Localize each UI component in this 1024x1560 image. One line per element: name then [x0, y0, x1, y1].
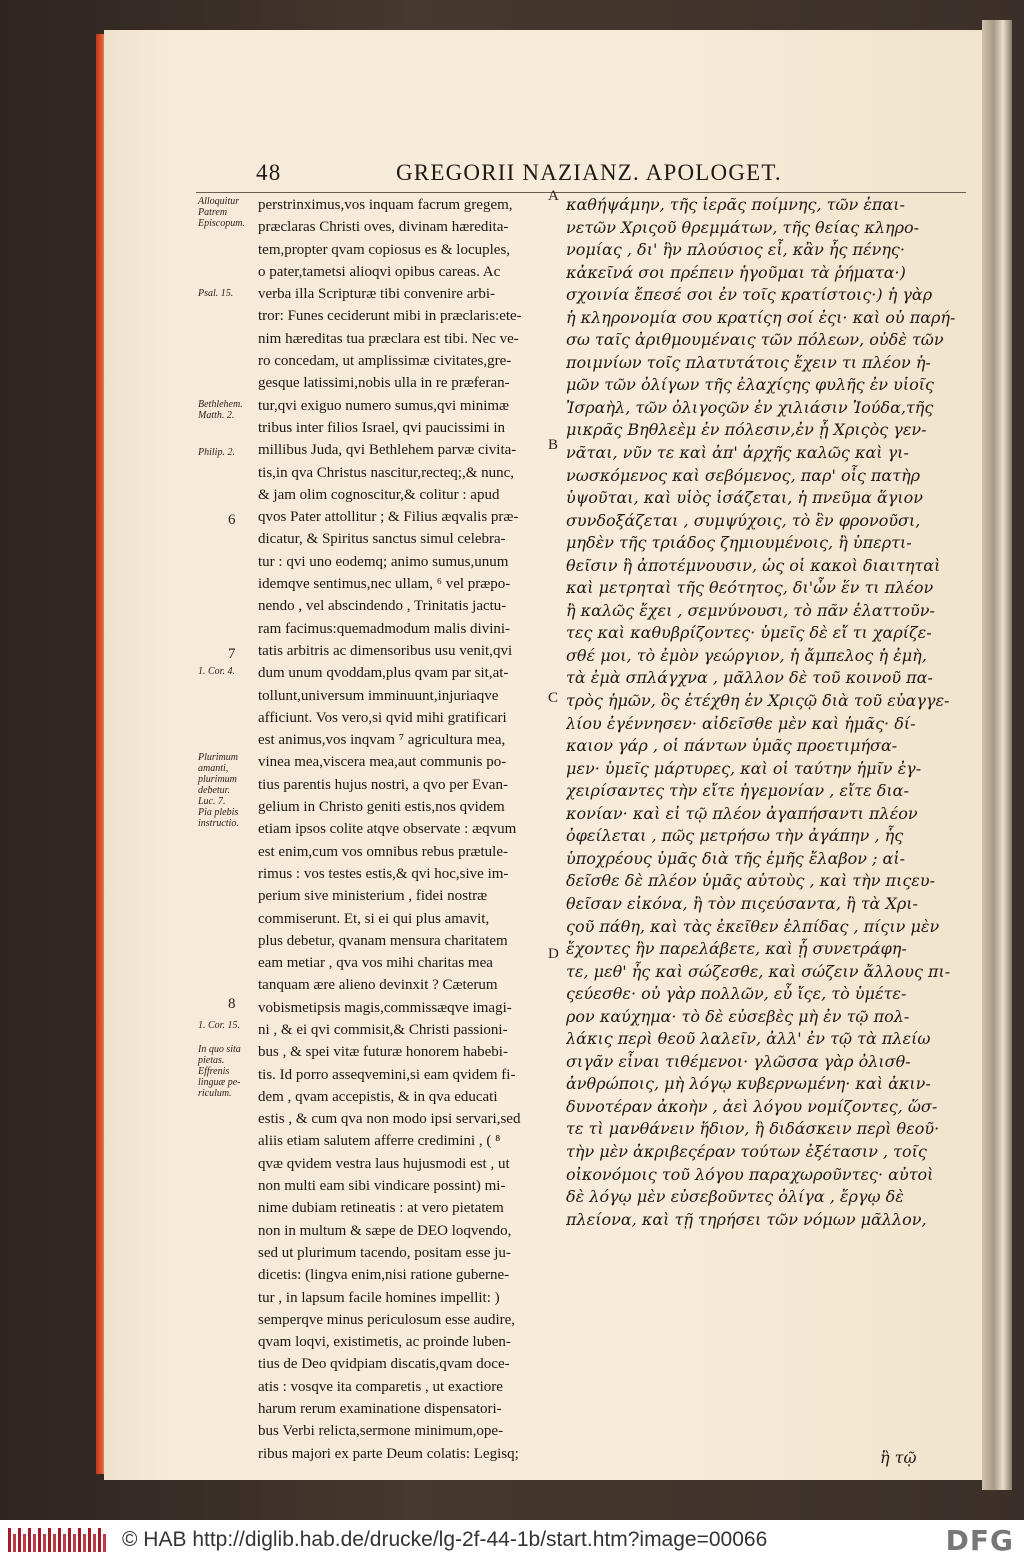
text-line: ἡ κληρονομία σου κρατίςη σοί ἐςι· καὶ οὐ παρή-: [566, 307, 956, 327]
text-line: μῶν τῶν ὀλίγων τῆς ἐλαχίςης φυλῆς ἐν υἱοῖς: [566, 375, 934, 395]
margin-note: Philip. 2.: [198, 447, 235, 458]
section-markers: [548, 0, 568, 1500]
text-line: qvam loqvi, existimetis, ac proinde luben-: [258, 1334, 511, 1351]
text-line: tur , in lapsum facile homines impellit: ): [258, 1289, 500, 1306]
text-line: οἰκονόμοις τοῦ λόγου παραχωροῦντες· αὐτοὶ: [566, 1164, 934, 1184]
text-line: gelium in Christo geniti estis,nos qvidem: [258, 799, 505, 816]
text-line: tatis arbitris ac dimensoribus usu venit,qvi: [258, 642, 513, 659]
text-line: κονίαν· καὶ εἰ τῷ πλέον ἀγαπήσαντι πλέον: [566, 803, 918, 823]
text-line: λίου ἐγέννησεν· αἰδεῖσθε μὲν καὶ ἡμᾶς· δί-: [566, 713, 916, 733]
text-line: tollunt,universum imminuunt,injuriaqve: [258, 687, 499, 704]
text-line: δὲ λόγῳ μὲν εὐσεβοῦντες ὀλίγα , ἔργῳ δὲ: [566, 1187, 904, 1207]
header-rule: [196, 192, 966, 193]
text-line: χειρίσαντες τὴν εἴτε ἡγεμονίαν , εἴτε δια-: [566, 781, 909, 801]
margin-number: 6: [228, 512, 236, 528]
margin-number: 8: [228, 996, 236, 1012]
text-line: ἀνθρώποις, μὴ λόγῳ κυβερνωμένη· καὶ ἀκιν-: [566, 1074, 931, 1094]
text-line: qvos Pater attollitur ; & Filius æqvalis præ-: [258, 509, 519, 526]
text-line: καιον γάρ , οἱ πάντων ὑμᾶς προετιμήσα-: [566, 736, 898, 756]
text-line: atis : vosqve ita comparetis , ut exactiore: [258, 1378, 503, 1395]
text-line: etiam ipsos colite atqve observate : æqvum: [258, 821, 517, 838]
text-line: tis. Id porro asseqvemini,si eam qvidem fi-: [258, 1066, 516, 1083]
text-line: δυνοτέραν ἀκοὴν , ἀεὶ λόγου νομίζοντες, ὥσ-: [566, 1096, 938, 1116]
text-line: ρον καύχημα· τὸ δὲ εὐσεβὲς μὴ ἐν τῷ πολ-: [566, 1006, 910, 1026]
text-line: eam metiar , qva vos mihi charitas mea: [258, 955, 493, 972]
text-line: aliis etiam salutem afferre credimini , ( ⁸: [258, 1133, 501, 1150]
text-line: nim hæreditas tua præclara est tibi. Nec ve-: [258, 330, 519, 347]
text-line: συνδοξάζεται , συμψύχοις, τὸ ἓν φρονοῦσι,: [566, 510, 921, 530]
text-line: verba illa Scripturæ tibi convenire arbi-: [258, 286, 496, 303]
book-fore-edge: [982, 20, 1012, 1490]
text-line: harum rerum examinatione dispensatori-: [258, 1401, 502, 1418]
running-title: GREGORII NAZIANZ. APOLOGET.: [396, 160, 782, 185]
text-line: ςοῦ πάθη, καὶ τὰς ἐκεῖθεν ἐλπίδας , πίςιν μὲν: [566, 916, 940, 936]
text-line: præclaras Christi oves, divinam hæredita-: [258, 219, 509, 236]
margin-note: 1. Cor. 15.: [198, 1020, 240, 1031]
text-line: bus Verbi relicta,sermone minimum,ope-: [258, 1423, 504, 1440]
text-line: λάκις περὶ θεοῦ λαλεῖν, ἀλλ' ἐν τῷ τὰ πλείω: [566, 1029, 931, 1049]
text-line: tur,qvi exiguo numero sumus,qvi minimæ: [258, 397, 510, 414]
text-line: gesque latissimi,nobis ulla in re præferan-: [258, 375, 510, 392]
text-line: τε τὶ μανθάνειν ἥδιον, ἢ διδάσκειν περὶ θεοῦ·: [566, 1119, 940, 1139]
text-line: afficiunt. Vos vero,si qvid mihi gratificari: [258, 709, 507, 726]
text-line: σθέ μοι, τὸ ἐμὸν γεώργιον, ἡ ἄμπελος ἡ ἐμὴ,: [566, 645, 927, 665]
text-line: sed ut plurimum tacendo, positam esse ju-: [258, 1244, 511, 1261]
text-line: perstrinximus,vos inquam facrum gregem,: [258, 197, 513, 213]
text-line: vinea mea,viscera mea,aut communis po-: [258, 754, 507, 771]
text-line: idemqve sentimus,nec ullam, ⁶ vel præpo-: [258, 576, 511, 593]
text-line: νᾶται, νῦν τε καὶ ἀπ' ἀρχῆς καλῶς καὶ γι-: [566, 443, 909, 463]
text-line: tribus inter filios Israel, qvi paucissimi in: [258, 419, 506, 436]
text-line: nime dubiam retineatis : at vero pietatem: [258, 1200, 504, 1217]
text-line: ποιμνίων τοῖς πλατυτάτοις ἔχειν τι πλέον ἡ-: [566, 352, 931, 372]
text-line: νωσκόμενος καὶ σεβόμενος, παρ' οἷς πατὴρ: [566, 465, 921, 485]
section-marker-a: A: [548, 188, 559, 204]
text-line: estis , & cum qva non modo ipsi servari,sed: [258, 1111, 521, 1128]
margin-note: Psal. 15.: [198, 288, 234, 299]
text-line: ὑποχρέους ὑμᾶς διὰ τῆς ἐμῆς ἔλαβον ; αἰ-: [566, 848, 906, 868]
margin-note: In quo sita pietas. Effrenis linguæ pe- riculum.: [198, 1044, 241, 1099]
text-line: ni , & ei qvi commisit,& Christi passioni-: [258, 1021, 508, 1038]
text-line: ὑψοῦται, καὶ υἱὸς ἰσάζεται, ἡ πνεῦμα ἅγιον: [566, 488, 923, 508]
text-line: τὰ ἐμὰ σπλάγχνα , μᾶλλον δὲ τοῦ κοινοῦ πα-: [566, 668, 933, 688]
text-line: tanquam ære alieno devinxit ? Cæterum: [258, 977, 498, 994]
text-line: commiserunt. Et, si ei qui plus amavit,: [258, 910, 490, 927]
text-line: καθήψάμην, τῆς ἱερᾶς ποίμνης, τῶν ἐπαι-: [566, 195, 905, 214]
text-line: plus debetur, qvanam mensura charitatem: [258, 932, 508, 949]
text-line: νετῶν Χριςοῦ θρεμμάτων, τῆς θείας κληρο-: [566, 217, 920, 237]
text-line: σιγᾶν εἶναι τιθέμενοι· γλῶσσα γὰρ ὀλισθ-: [566, 1051, 911, 1071]
text-line: Ἰσραὴλ, τῶν ὀλιγοςῶν ἐν χιλιάσιν Ἰούδα,τῆς: [566, 397, 934, 417]
text-line: νομίας , δι' ἣν πλούσιος εἶ, κἂν ἧς πένης·: [566, 240, 905, 260]
text-line: ribus majori ex parte Deum colatis: Legisq;: [258, 1445, 519, 1462]
text-line: τὴν μὲν ἀκριβεςέραν τούτων ἐξέτασιν , τοῖς: [566, 1141, 927, 1161]
text-line: ram facimus:quemadmodum malis divini-: [258, 620, 511, 637]
text-line: σχοινία ἔπεσέ σοι ἐν τοῖς κρατίστοις·) ἡ γὰρ: [566, 285, 933, 305]
catchword: ἢ τῷ: [880, 1448, 917, 1467]
margin-note: Alloquitur Patrem Episcopum.: [198, 196, 245, 229]
section-marker-b: B: [548, 437, 559, 453]
text-line: πλείονα, καὶ τῇ τηρήσει τῶν νόμων μᾶλλον,: [566, 1209, 927, 1229]
page-number: 48: [256, 160, 282, 185]
latin-column: [258, 194, 554, 1465]
text-line: vobismetipsis magis,commissæqve imagi-: [258, 999, 512, 1016]
text-line: θεῖσαν εἰκόνα, ἢ τὸν πιςεύσαντα, ἢ τὰ Χρι-: [566, 893, 918, 913]
text-line: tem,propter qvam copiosus es & locuples,: [258, 241, 511, 258]
text-line: τες καὶ καθυβρίζοντες· ὑμεῖς δὲ εἴ τι χαρίζε-: [566, 623, 932, 643]
text-line: tius de Deo qvidpiam discatis,qvam doce-: [258, 1356, 510, 1373]
source-credit[interactable]: © HAB http://diglib.hab.de/drucke/lg-2f-44-1b/start.htm?image=00066: [122, 1528, 768, 1551]
text-line: καὶ μετρηταὶ τῆς θεότητος, δι'ὧν ἕν τι πλέον: [566, 578, 934, 598]
text-line: non in multum & sæpe de DEO loqvendo,: [258, 1222, 512, 1239]
hab-logo-icon: [8, 1528, 108, 1554]
text-line: nendo , vel abscindendo , Trinitatis jactu-: [258, 598, 507, 615]
text-line: rimus : vos testes estis,& qvi hoc,sive im-: [258, 865, 509, 882]
text-line: tur : qvi uno eodemq; animo sumus,unum: [258, 553, 509, 570]
text-line: μηδὲν τῆς τριάδος ζημιουμένοις, ἢ ὑπερτι-: [566, 533, 912, 553]
text-line: ὀφείλεται , πῶς μετρήσω τὴν ἀγάπην , ἧς: [566, 826, 904, 846]
text-line: tror: Funes ceciderunt mibi in præclaris:ete-: [258, 308, 522, 325]
text-line: tius parentis hujus nostri, a qvo per Evan-: [258, 776, 508, 793]
section-marker-c: C: [548, 690, 559, 706]
text-line: τε, μεθ' ἧς καὶ σώζεσθε, καὶ σώζειν ἄλλους πι-: [566, 961, 951, 981]
text-line: tis,in qva Christus nascitur,recteq;,& nunc,: [258, 464, 515, 481]
text-line: & jam olim cognoscitur,& colitur : apud: [258, 486, 500, 503]
text-line: θεῖσιν ἢ ἀποτέμνουσιν, ὡς οἱ κακοὶ διαιτηταὶ: [566, 555, 941, 575]
text-line: non multi eam sibi vindicare possint) mi-: [258, 1178, 506, 1195]
margin-note: Plurimum amanti, plurimum debetur. Luc. 7. Pia plebis instructio.: [198, 752, 239, 829]
text-line: ro concedam, ut amplissimæ civitates,gre-: [258, 353, 512, 370]
text-line: dicatur, & Spiritus sanctus simul celebra-: [258, 531, 506, 548]
text-line: dicetis: (lingva enim,nisi ratione guberne-: [258, 1267, 510, 1284]
text-line: bus , & spei vitæ futuræ honorem habebi-: [258, 1044, 508, 1061]
text-line: κἀκεῖνά σοι πρέπειν ἡγοῦμαι τὰ ῥήματα·): [566, 262, 906, 282]
text-line: est animus,vos inqvam ⁷ agricultura mea,: [258, 732, 506, 749]
text-line: qvæ qvidem vestra laus hujusmodi est , ut: [258, 1155, 510, 1172]
margin-number: 7: [228, 646, 236, 662]
text-line: semperqve minus periculosum esse audire,: [258, 1311, 516, 1328]
text-line: dem , qvam accepistis, & in qva educati: [258, 1088, 498, 1105]
text-line: ἔχοντες ἣν παρελάβετε, καὶ ᾗ συνετράφη-: [566, 939, 907, 959]
text-line: ςεύεσθε· οὐ γὰρ πολλῶν, εὖ ἴςε, τὸ ὑμέτε-: [566, 984, 907, 1004]
footer-bar: [0, 1520, 1024, 1560]
text-line: millibus Juda, qvi Bethlehem parvæ civita-: [258, 442, 517, 459]
text-line: dum unum qvoddam,plus qvam par sit,at-: [258, 665, 509, 682]
text-line: τρὸς ἡμῶν, ὃς ἐτέχθη ἐν Χριςῷ διὰ τοῦ εὐαγγε-: [566, 691, 950, 711]
text-line: μικρᾶς Βηθλεὲμ ἐν πόλεσιν,ἐν ᾗ Χριςὸς γεν-: [566, 420, 927, 440]
section-marker-d: D: [548, 946, 559, 962]
margin-note: 1. Cor. 4.: [198, 666, 235, 677]
text-line: μεν· ὑμεῖς μάρτυρες, καὶ οἱ ταύτην ἡμῖν ἐγ-: [566, 758, 922, 778]
text-line: est enim,cum vos omnibus rebus prætule-: [258, 843, 508, 860]
text-line: δεῖσθε δὲ πλέον ὑμᾶς αὐτοὺς , καὶ τὴν πιςευ-: [566, 871, 936, 891]
text-line: ἢ καλῶς ἔχει , σεμνύνουσι, τὸ πᾶν ἐλαττοῦν-: [566, 600, 935, 620]
margin-note: Bethlehem. Matth. 2.: [198, 399, 243, 421]
text-line: o pater,tametsi alioqvi opibus careas. Ac: [258, 263, 501, 280]
text-line: σω ταῖς ἀριθμουμέναις τῶν πόλεων, οὐδὲ τῶν: [566, 330, 944, 350]
dfg-logo: DFG: [945, 1524, 1014, 1557]
greek-column: [566, 194, 966, 1231]
text-line: perium sive ministerium , fidei nostræ: [258, 888, 488, 905]
